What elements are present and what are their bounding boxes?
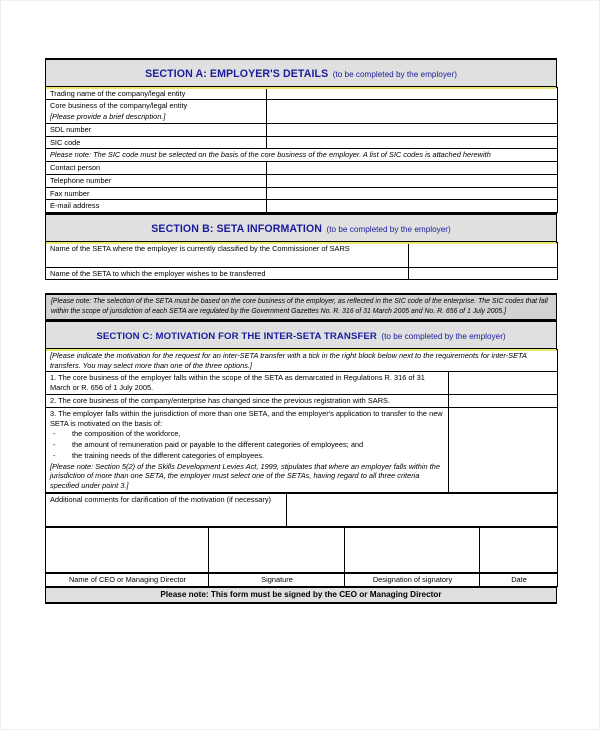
table-row bbox=[46, 573, 558, 586]
label-trading-name: Trading name of the company/legal entity bbox=[46, 87, 267, 100]
input-designation[interactable] bbox=[345, 527, 480, 572]
table-row bbox=[46, 493, 558, 526]
label-fax-number: Fax number bbox=[46, 187, 267, 200]
section-b-header bbox=[45, 213, 557, 242]
dash-bullet-icon: - bbox=[53, 450, 56, 460]
note-sic-code: Please note: The SIC code must be selected on the basis of the core business of the employer. A list of SIC codes is attached herewith bbox=[46, 149, 558, 162]
signature-labels-table bbox=[45, 573, 558, 587]
label-ceo-name: Name of CEO or Managing Director bbox=[46, 573, 209, 586]
list-item bbox=[50, 440, 445, 450]
section-b-title: SECTION B: SETA INFORMATION bbox=[151, 222, 323, 235]
input-telephone-number[interactable] bbox=[267, 174, 558, 187]
table-row bbox=[46, 200, 558, 213]
criterion-text: the training needs of the different categories of employees. bbox=[72, 450, 265, 460]
table-row-note bbox=[46, 149, 558, 162]
input-core-business[interactable] bbox=[267, 100, 558, 124]
list-item bbox=[50, 451, 445, 461]
section-a-header bbox=[45, 58, 557, 87]
section-a-title: SECTION A: EMPLOYER'S DETAILS bbox=[145, 67, 329, 80]
option-3-block bbox=[46, 407, 449, 492]
input-additional-comments[interactable] bbox=[287, 493, 558, 526]
label-signature: Signature bbox=[209, 573, 345, 586]
section-b-subtitle: (to be completed by the employer) bbox=[326, 224, 451, 234]
list-item bbox=[50, 429, 445, 439]
table-row bbox=[46, 174, 558, 187]
table-row bbox=[46, 395, 558, 408]
criterion-text: the amount of remuneration paid or payable to the different categories of employees; and bbox=[72, 440, 364, 450]
input-fax-number[interactable] bbox=[267, 187, 558, 200]
option-2-text: 2. The core business of the company/enterprise has changed since the previous registration with SARS. bbox=[46, 395, 449, 408]
table-row bbox=[46, 187, 558, 200]
label-designation: Designation of signatory bbox=[345, 573, 480, 586]
table-row bbox=[46, 527, 558, 572]
label-current-seta: Name of the SETA where the employer is currently classified by the Commissioner of SARS bbox=[46, 242, 409, 267]
section-c-header bbox=[45, 320, 557, 349]
table-row-instruction bbox=[46, 349, 558, 372]
option-3-note: [Please note: Section 5(2) of the Skills Development Levies Act, 1999, stipulates that where an employer falls within the jurisdiction of more than one SETA, the employer must select one of the SETAs, having regard to all three criteria specified under point 3.] bbox=[50, 461, 440, 491]
label-sdl-number: SDL number bbox=[46, 123, 267, 136]
label-additional-comments: Additional comments for clarification of the motivation (if necessary) bbox=[46, 493, 287, 526]
section-b-table bbox=[45, 242, 558, 281]
input-target-seta[interactable] bbox=[409, 267, 558, 280]
label-core-business bbox=[46, 100, 267, 124]
option-2-tick-box[interactable] bbox=[449, 395, 558, 408]
input-date[interactable] bbox=[480, 527, 558, 572]
input-signature[interactable] bbox=[209, 527, 345, 572]
table-row bbox=[46, 100, 558, 124]
table-row bbox=[46, 123, 558, 136]
instruction-motivation: [Please indicate the motivation for the request for an inter-SETA transfer with a tick in the right block below next to the requirements for inter-SETA transfers. You may select more than one of the three options.] bbox=[46, 349, 558, 372]
form-sheet bbox=[45, 58, 557, 604]
input-ceo-name[interactable] bbox=[46, 527, 209, 572]
option-3-tick-box[interactable] bbox=[449, 407, 558, 492]
section-c-subtitle: (to be completed by the employer) bbox=[381, 331, 506, 341]
label-telephone-number: Telephone number bbox=[46, 174, 267, 187]
section-a-subtitle: (to be completed by the employer) bbox=[332, 69, 457, 79]
dash-bullet-icon: - bbox=[53, 429, 56, 439]
label-sic-code: SIC code bbox=[46, 136, 267, 149]
input-sdl-number[interactable] bbox=[267, 123, 558, 136]
label-date: Date bbox=[480, 573, 558, 586]
option-3-text: 3. The employer falls within the jurisdiction of more than one SETA, and the employer's application to transfer to the new SETA is motivated on the basis of: bbox=[50, 408, 443, 428]
table-row bbox=[46, 242, 558, 267]
footer-note: Please note: This form must be signed by the CEO or Managing Director bbox=[45, 587, 557, 604]
note-seta-selection: [Please note: The selection of the SETA must be based on the core business of the employer, as reflected in the SIC code of the enterprise. The SIC codes that fall within the scope of jurisdiction of each SETA are regulated by the Government Gazettes No. R. 316 of 31 March 2005 and No. R. 656 of 1 July 2005.] bbox=[45, 293, 557, 320]
option-1-text: 1. The core business of the employer falls within the scope of the SETA as demarcated in Regulations R. 316 of 31 March or R. 656 of 1 July 2005. bbox=[46, 372, 449, 395]
input-trading-name[interactable] bbox=[267, 87, 558, 100]
table-row bbox=[46, 162, 558, 175]
input-sic-code[interactable] bbox=[267, 136, 558, 149]
criterion-text: the composition of the workforce, bbox=[72, 429, 181, 439]
label-target-seta: Name of the SETA to which the employer wishes to be transferred bbox=[46, 267, 409, 280]
option-3-criteria-list bbox=[50, 429, 445, 460]
label-core-business-text: Core business of the company/legal entity bbox=[50, 101, 188, 111]
dash-bullet-icon: - bbox=[53, 440, 56, 450]
input-current-seta[interactable] bbox=[409, 242, 558, 267]
table-row bbox=[46, 267, 558, 280]
section-c-table bbox=[45, 349, 558, 493]
label-email-address: E-mail address bbox=[46, 200, 267, 213]
additional-comments-table bbox=[45, 493, 558, 527]
section-c-title: SECTION C: MOTIVATION FOR THE INTER-SETA TRANSFER bbox=[96, 330, 377, 342]
input-email-address[interactable] bbox=[267, 200, 558, 213]
table-row bbox=[46, 136, 558, 149]
label-core-business-hint: [Please provide a brief description.] bbox=[50, 112, 166, 122]
signature-fields-table bbox=[45, 527, 558, 573]
section-gap bbox=[45, 280, 557, 293]
table-row bbox=[46, 372, 558, 395]
option-1-tick-box[interactable] bbox=[449, 372, 558, 395]
section-a-table bbox=[45, 87, 558, 214]
input-contact-person[interactable] bbox=[267, 162, 558, 175]
table-row bbox=[46, 87, 558, 100]
table-row bbox=[46, 407, 558, 492]
label-contact-person: Contact person bbox=[46, 162, 267, 175]
